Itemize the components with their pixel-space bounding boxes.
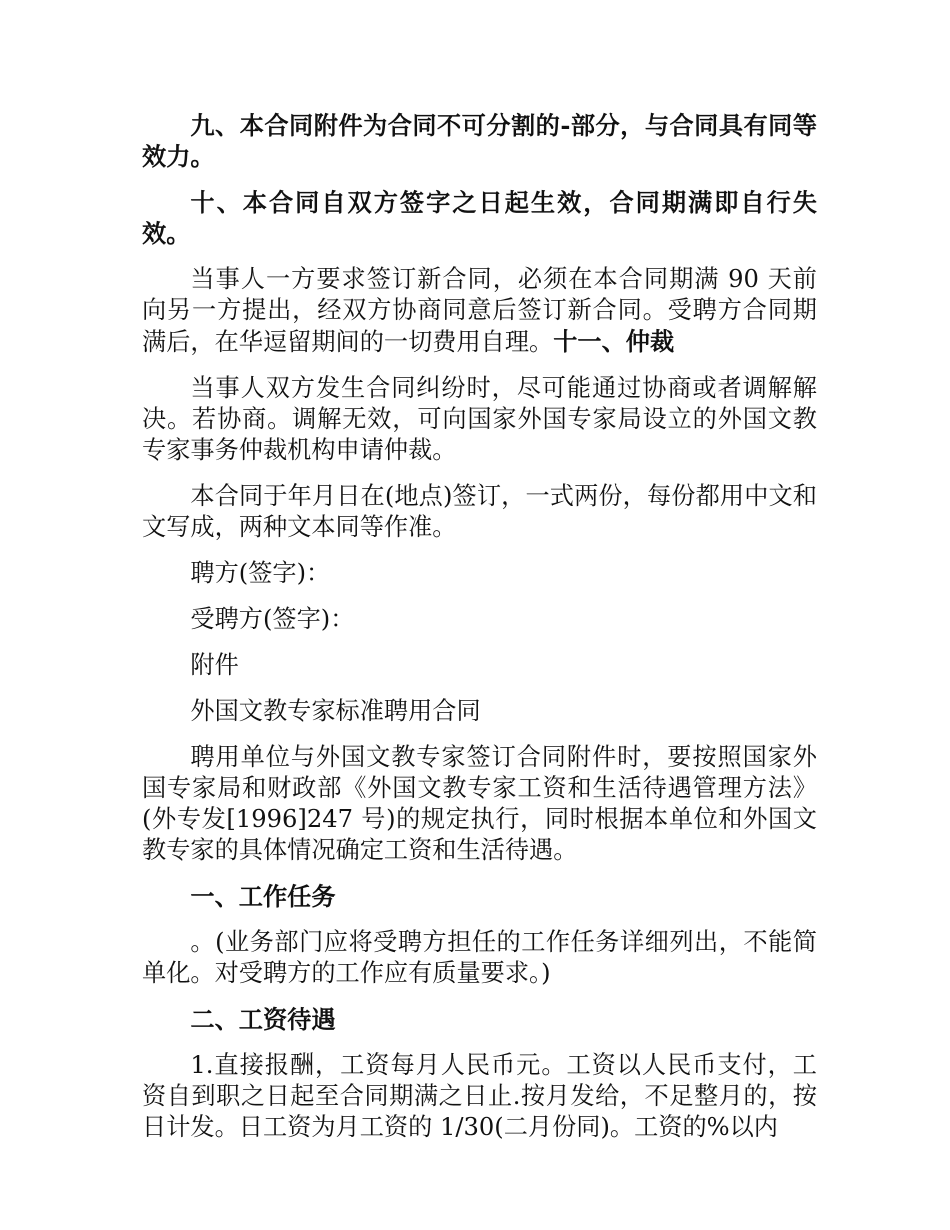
employee-signature-line: 受聘方(签字)： xyxy=(190,605,355,633)
renewal-paragraph xyxy=(142,264,817,358)
renewal-text: 当事人一方要求签订新合同，必须在本合同期满 90 天前向另一方提出，经双方协商同意后签订新合同。受聘方合同期满后，在华逗留期间的一切费用自理。 xyxy=(142,265,817,356)
employer-signature-line: 聘方(签字)： xyxy=(190,559,331,587)
signing-paragraph: 本合同于年月日在(地点)签订，一式两份，每份都用中文和文写成，两种文本同等作准。 xyxy=(142,482,817,541)
section-salary-heading: 二、工资待遇 xyxy=(190,1005,336,1034)
attachment-intro: 聘用单位与外国文教专家签订合同附件时，要按照国家外国专家局和财政部《外国文教专家工资和生活待遇管理方法》(外专发[1996]247 号)的规定执行，同时根据本单位和外国文教专家的具体情况确定工资和生活待遇。 xyxy=(142,743,817,864)
clause-nine: 九、本合同附件为合同不可分割的-部分，与合同具有同等效力。 xyxy=(142,111,817,171)
arbitration-paragraph: 当事人双方发生合同纠纷时，尽可能通过协商或者调解解决。若协商。调解无效，可向国家外国专家局设立的外国文教专家事务仲裁机构申请仲裁。 xyxy=(142,374,817,464)
document-page xyxy=(142,110,817,1158)
work-tasks-paragraph: 。(业务部门应将受聘方担任的工作任务详细列出，不能简单化。对受聘方的工作应有质量要求。) xyxy=(142,928,817,987)
arbitration-heading: 十一、仲裁 xyxy=(553,327,675,356)
section-work-tasks-heading: 一、工作任务 xyxy=(190,882,336,911)
clause-ten: 十、本合同自双方签字之日起生效，合同期满即自行失效。 xyxy=(142,188,817,248)
salary-paragraph: 1.直接报酬，工资每月人民币元。工资以人民币支付，工资自到职之日起至合同期满之日止.按月发给，不足整月的，按日计发。日工资为月工资的 1/30(二月份同)。工资的%以内 xyxy=(142,1051,817,1141)
attachment-title: 外国文教专家标准聘用合同 xyxy=(190,697,481,725)
attachment-label: 附件 xyxy=(190,651,239,679)
